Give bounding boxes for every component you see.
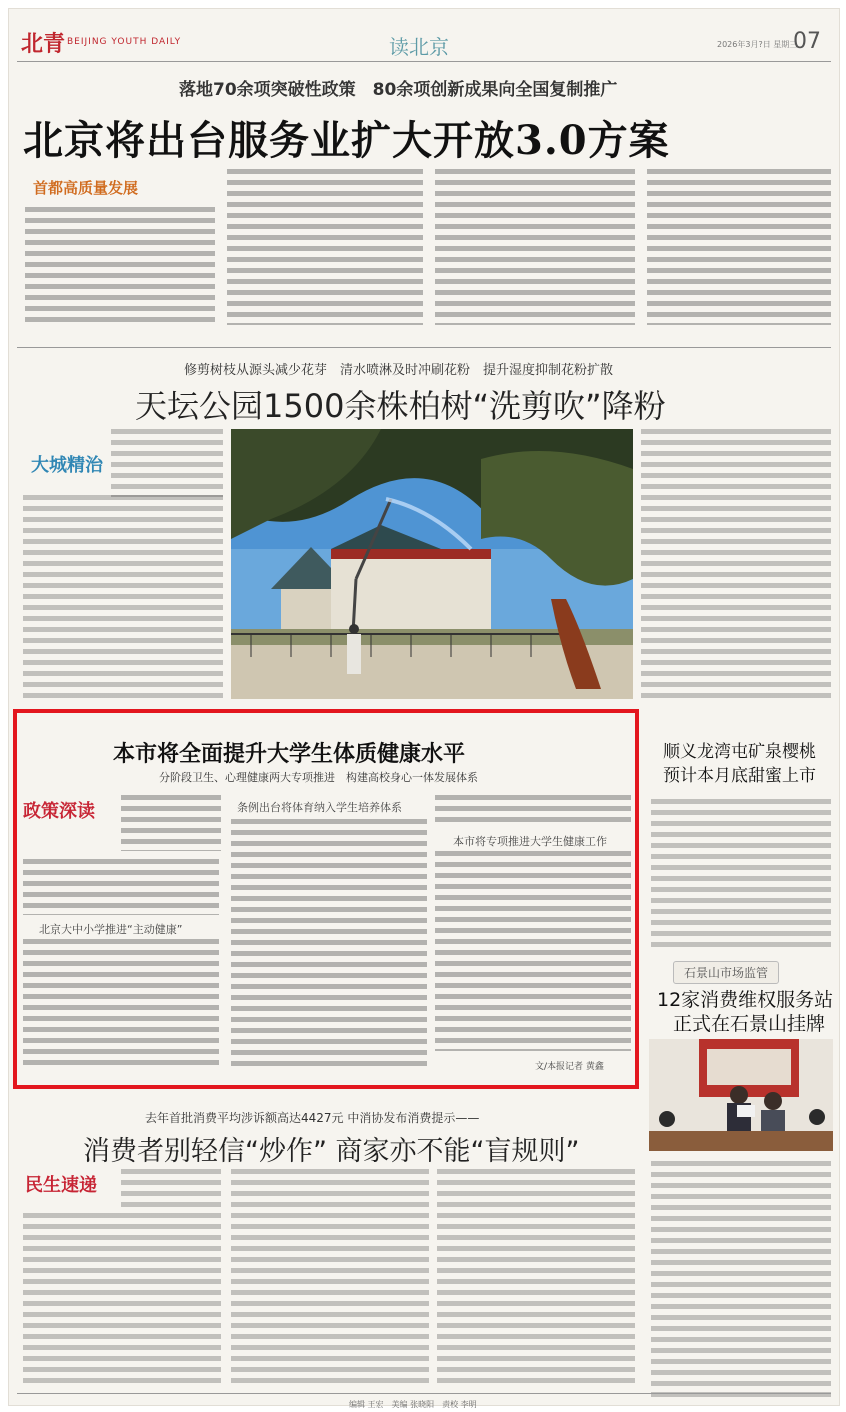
story3-section-head-3: 北京大中小学推进“主动健康” [39,923,183,936]
newspaper-page [8,8,840,1409]
section-title: 读北京 [389,35,449,59]
story3-text-col2 [231,819,427,1069]
story1-text-col1 [25,207,215,325]
temple-of-heaven-photo [231,429,633,699]
story1-text-col4 [647,169,831,325]
story2-text-col1b [23,495,223,699]
story4-text [651,799,831,947]
story5-headline-line1: 12家消费维权服务站 [657,989,834,1011]
story6-kicker: 去年首批消费平均涉诉额高达4427元 中消协发布消费提示—— [145,1111,480,1125]
story3-text-col3b [435,851,631,1051]
story1-headline: 北京将出台服务业扩大开放3.0方案 [23,117,670,164]
story5-chip: 石景山市场监管 [673,961,779,984]
story3-text-col1a [121,795,221,851]
story2-headline: 天坛公园1500余株柏树“洗剪吹”降粉 [135,387,666,425]
story6-text-col1a [121,1169,221,1209]
story3-subhead: 分阶段卫生、心理健康两大专项推进 构建高校身心一体发展体系 [159,771,478,784]
masthead [17,27,831,59]
story2-text-col3 [641,429,831,699]
page-number: 07 [793,29,821,54]
issue-date: 2026年3月?日 星期三 [717,40,798,49]
newspaper-logo: 北青 [21,31,66,57]
story3-section-head-1: 条例出台将体育纳入学生培养体系 [237,801,402,814]
story1-column-tag: 首都高质量发展 [33,179,139,197]
story4-headline-line1: 顺义龙湾屯矿泉樱桃 [663,742,816,762]
story3-headline: 本市将全面提升大学生体质健康水平 [113,742,466,767]
story3-section-head-2: 本市将专项推进大学生健康工作 [453,835,607,848]
story5-text [651,1161,831,1397]
story6-column-tag: 民生速递 [25,1175,97,1196]
story6-headline: 消费者别轻信“炒作” 商家亦不能“盲规则” [83,1136,580,1167]
footer-rule [17,1393,831,1394]
story1-text-col3 [435,169,635,325]
story3-text-col3a [435,795,631,825]
story3-text-col1b [23,859,219,915]
story3-byline: 文/本报记者 黄鑫 [535,1062,604,1072]
story6-text-col2 [231,1169,429,1389]
page-footer: 编辑 王宏 美编 张晓阳 责校 李明 [349,1400,477,1409]
story4-headline-line2: 预计本月底甜蜜上市 [663,766,816,786]
story1-kicker: 落地70余项突破性政策 80余项创新成果向全国复制推广 [179,80,618,100]
newspaper-logo-en: BEIJING YOUTH DAILY [67,37,182,47]
masthead-rule [17,61,831,62]
story3-column-tag: 政策深读 [23,801,95,822]
story2-text-col1a [111,429,223,497]
story6-text-col3 [437,1169,635,1389]
consumer-station-photo [649,1039,833,1151]
story3-text-col1c [23,939,219,1071]
story5-headline-line2: 正式在石景山挂牌 [673,1013,826,1035]
station-photo-svg [649,1039,833,1151]
temple-photo-svg [231,429,633,699]
rule-1 [17,347,831,348]
story6-text-col1b [23,1213,221,1389]
story2-kicker: 修剪树枝从源头减少花芽 清水喷淋及时冲刷花粉 提升湿度抑制花粉扩散 [184,363,614,378]
story1-text-col2 [227,169,423,325]
story2-column-tag: 大城精治 [31,455,103,476]
